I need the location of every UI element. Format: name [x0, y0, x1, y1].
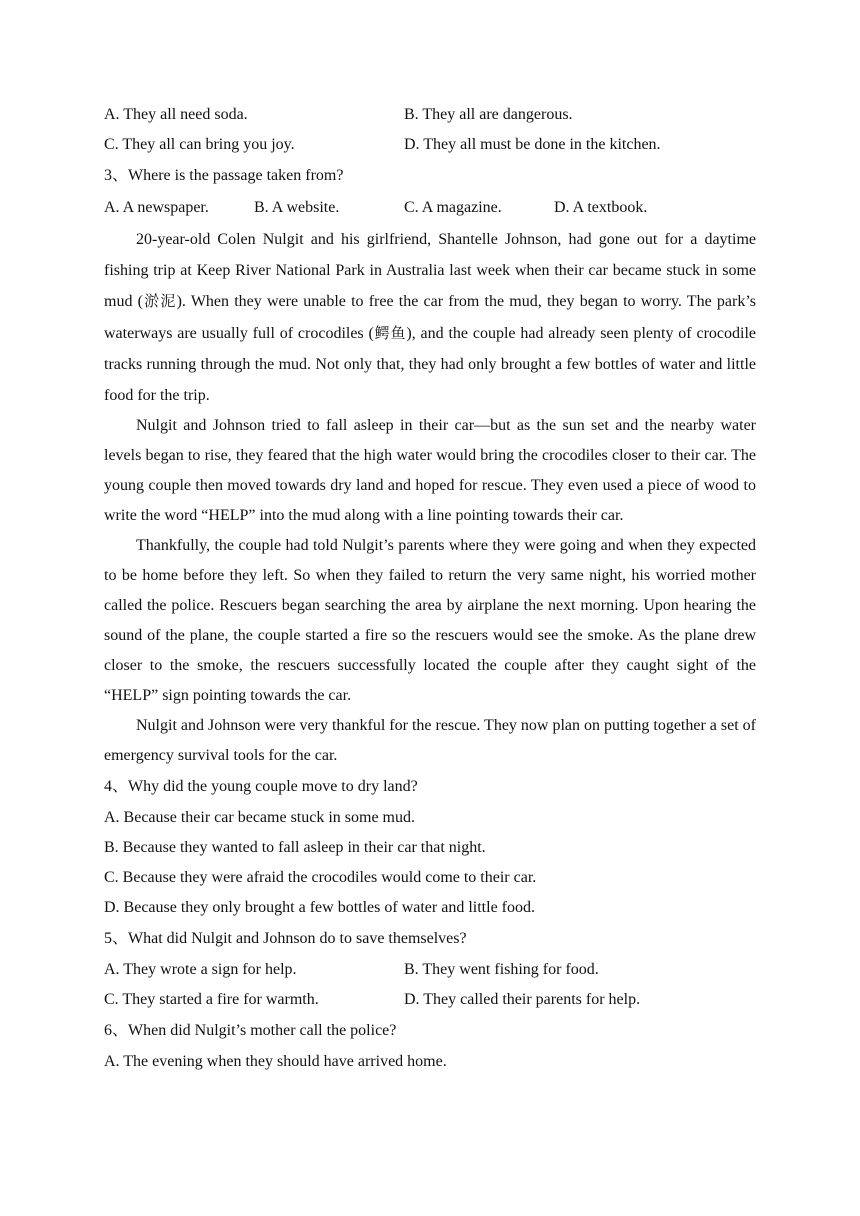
- q4-option-b: B. Because they wanted to fall asleep in their car that night.: [104, 839, 486, 857]
- q6-option-a: A. The evening when they should have arrived home.: [104, 1053, 447, 1071]
- q3-option-a: A. A newspaper.: [104, 199, 209, 216]
- q5-options-row-1: [104, 955, 756, 985]
- passage-paragraph-4: Nulgit and Johnson were very thankful for the rescue. They now plan on putting together a set of emergency survival tools for the car.: [104, 717, 756, 765]
- q3-option-d: D. A textbook.: [554, 199, 648, 216]
- q4-option-c: C. Because they were afraid the crocodiles would come to their car.: [104, 869, 537, 887]
- gloss-mud: 淤泥: [142, 292, 177, 311]
- q2-option-d: D. They all must be done in the kitchen.: [404, 136, 661, 153]
- q3-option-b: B. A website.: [254, 199, 340, 216]
- q6-question: 6、When did Nulgit’s mother call the police?: [104, 1022, 397, 1040]
- q3-question: 3、Where is the passage taken from?: [104, 167, 344, 184]
- passage-p1-part-2: ). When they were unable to free the car from the mud, they began to worry. The park’s waterways are usually full of crocodiles (: [104, 293, 756, 342]
- passage-paragraph-3: Thankfully, the couple had told Nulgit’s parents where they were going and when they expected to be home before they left. So when they failed to return the very same night, his worried mother called the police. Rescuers began searching the area by airplane the next morning. Upon hearing the sound of the plane, the couple started a fire so the rescuers would see the smoke. As the plane drew closer to the smoke, the rescuers successfully located the couple after they caught sight of the “HELP” sign pointing towards the car.: [104, 537, 756, 705]
- q2-options-row-2: [104, 130, 756, 160]
- q5-option-b: B. They went fishing for food.: [404, 961, 599, 979]
- q3-options-row: [104, 192, 756, 224]
- passage-p1-part-1: 20-year-old Colen Nulgit and his girlfriend, Shantelle Johnson, had gone out for a daytime fishing trip at Keep River National Park in Australia last week when their car became stuck in some mud (: [104, 231, 756, 311]
- q4-option-d: D. Because they only brought a few bottles of water and little food.: [104, 899, 535, 917]
- q2-options-row-1: [104, 100, 756, 130]
- q5-question: 5、What did Nulgit and Johnson do to save themselves?: [104, 930, 467, 948]
- q5-option-c: C. They started a fire for warmth.: [104, 991, 319, 1009]
- q5-option-a: A. They wrote a sign for help.: [104, 961, 297, 979]
- gloss-crocodile: 鳄鱼: [373, 323, 407, 342]
- q5-options-row-2: [104, 985, 756, 1015]
- q2-option-c: C. They all can bring you joy.: [104, 136, 295, 153]
- passage-p1-part-3: ), and the couple had already seen plenty of crocodile tracks running through the mud. Not only that, they had only brought a few bottles of water and little food for the trip.: [104, 324, 756, 405]
- q3-option-c: C. A magazine.: [404, 199, 502, 216]
- q2-option-a: A. They all need soda.: [104, 106, 248, 123]
- document-page: [104, 100, 756, 1077]
- q5-option-d: D. They called their parents for help.: [404, 991, 641, 1009]
- passage-paragraph-1: [104, 224, 756, 411]
- q2-option-b: B. They all are dangerous.: [404, 106, 573, 123]
- q4-option-a: A. Because their car became stuck in some mud.: [104, 809, 415, 827]
- passage-paragraph-2: Nulgit and Johnson tried to fall asleep in their car—but as the sun set and the nearby water levels began to rise, they feared that the high water would bring the crocodiles closer to their car. The young couple then moved towards dry land and hoped for rescue. They even used a piece of wood to write the word “HELP” into the mud along with a line pointing towards their car.: [104, 417, 756, 525]
- q4-question: 4、Why did the young couple move to dry land?: [104, 778, 418, 796]
